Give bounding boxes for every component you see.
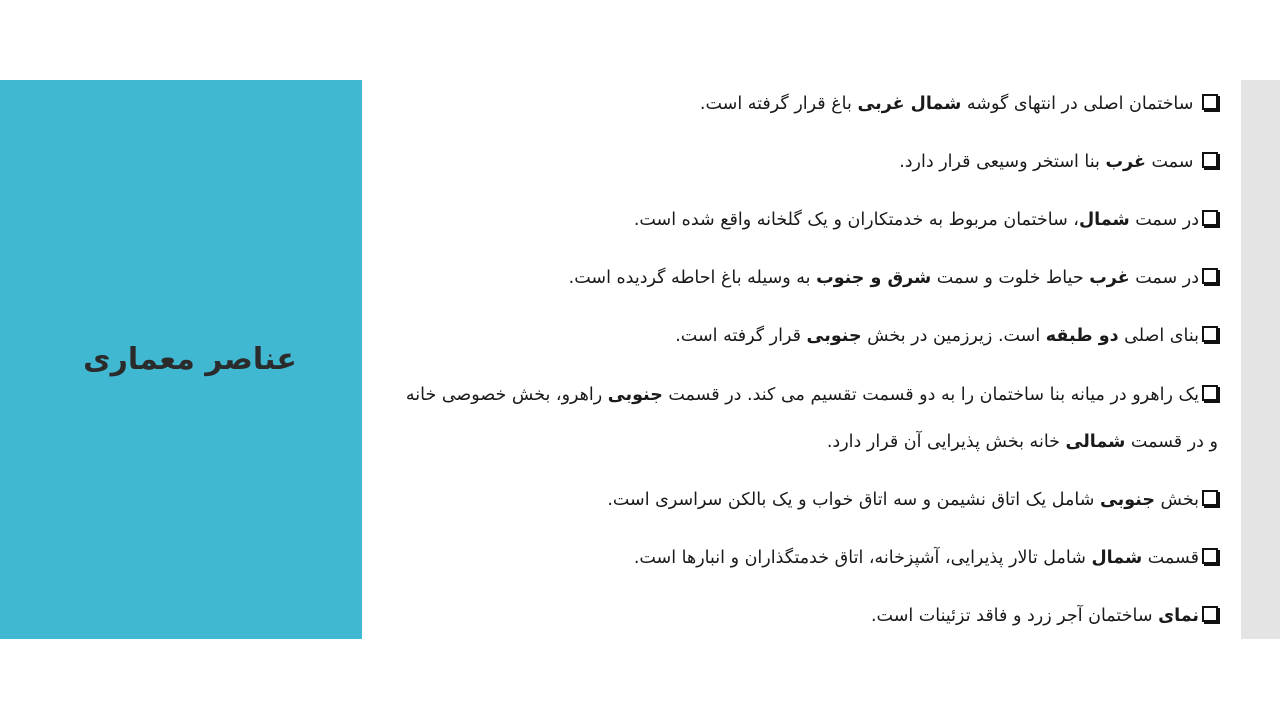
slide-title: عناصر معماری	[83, 342, 297, 377]
bullet-bold-text: شمال غربی	[857, 94, 962, 114]
bullet-text: باغ قرار گرفته است.	[699, 94, 858, 114]
hollow-square-bullet-icon	[1202, 326, 1218, 342]
bullet-bold-text: جنوبی	[607, 385, 663, 405]
hollow-square-bullet-icon	[1202, 606, 1218, 622]
bullet-item	[398, 594, 1218, 639]
bullet-list	[398, 82, 1218, 652]
right-accent-strip	[1241, 80, 1280, 639]
bullet-item	[398, 140, 1218, 185]
bullet-text: یک راهرو در میانه بنا ساختمان را به دو قسمت تقسیم می کند. در قسمت	[662, 385, 1199, 405]
bullet-bold-text: نمای	[1158, 606, 1199, 626]
bullet-item	[398, 314, 1218, 359]
bullet-bold-text: دو طبقه	[1045, 326, 1119, 346]
bullet-bold-text: جنوبی	[1099, 490, 1155, 510]
bullet-text: است. زیرزمین در بخش	[861, 326, 1046, 346]
bullet-item	[398, 82, 1218, 127]
bullet-text: بخش	[1154, 490, 1199, 510]
bullet-bold-text: غرب	[1089, 268, 1130, 288]
bullet-bold-text: شمال	[1091, 548, 1143, 568]
bullet-bold-text: غرب	[1105, 152, 1146, 172]
hollow-square-bullet-icon	[1202, 490, 1218, 506]
hollow-square-bullet-icon	[1202, 94, 1218, 110]
bullet-text: سمت	[1145, 152, 1199, 172]
bullet-text: ساختمان آجر زرد و فاقد تزئینات است.	[870, 606, 1159, 626]
bullet-text: ساختمان اصلی در انتهای گوشه	[961, 94, 1199, 114]
bullet-text: در سمت	[1129, 268, 1199, 288]
bullet-bold-text: جنوبی	[806, 326, 862, 346]
bullet-text: شامل تالار پذیرایی، آشپزخانه، اتاق خدمتگذاران و انبارها است.	[633, 548, 1092, 568]
bullet-text: بنای اصلی	[1118, 326, 1199, 346]
bullet-bold-text: شرق و جنوب	[816, 268, 932, 288]
bullet-item	[398, 478, 1218, 523]
hollow-square-bullet-icon	[1202, 268, 1218, 284]
bullet-bold-text: شمال	[1078, 210, 1130, 230]
bullet-text: در سمت	[1129, 210, 1199, 230]
bullet-text: ، ساختمان مربوط به خدمتکاران و یک گلخانه واقع شده است.	[633, 210, 1079, 230]
bullet-text: قرار گرفته است.	[675, 326, 807, 346]
bullet-item	[398, 198, 1218, 243]
bullet-text: حیاط خلوت و سمت	[931, 268, 1090, 288]
bullet-text: بنا استخر وسیعی قرار دارد.	[899, 152, 1106, 172]
bullet-text: قسمت	[1142, 548, 1199, 568]
hollow-square-bullet-icon	[1202, 210, 1218, 226]
title-panel	[0, 80, 362, 639]
bullet-item	[398, 256, 1218, 301]
hollow-square-bullet-icon	[1202, 152, 1218, 168]
bullet-text: راهرو، بخش خصوصی خانه و در قسمت	[405, 385, 1218, 452]
bullet-bold-text: شمالی	[1065, 432, 1126, 452]
bullet-text: شامل یک اتاق نشیمن و سه اتاق خواب و یک بالکن سراسری است.	[607, 490, 1100, 510]
bullet-text: خانه بخش پذیرایی آن قرار دارد.	[826, 432, 1066, 452]
hollow-square-bullet-icon	[1202, 548, 1218, 564]
bullet-text: به وسیله باغ احاطه گردیده است.	[568, 268, 817, 288]
hollow-square-bullet-icon	[1202, 385, 1218, 401]
bullet-item	[398, 372, 1218, 466]
bullet-item	[398, 536, 1218, 581]
